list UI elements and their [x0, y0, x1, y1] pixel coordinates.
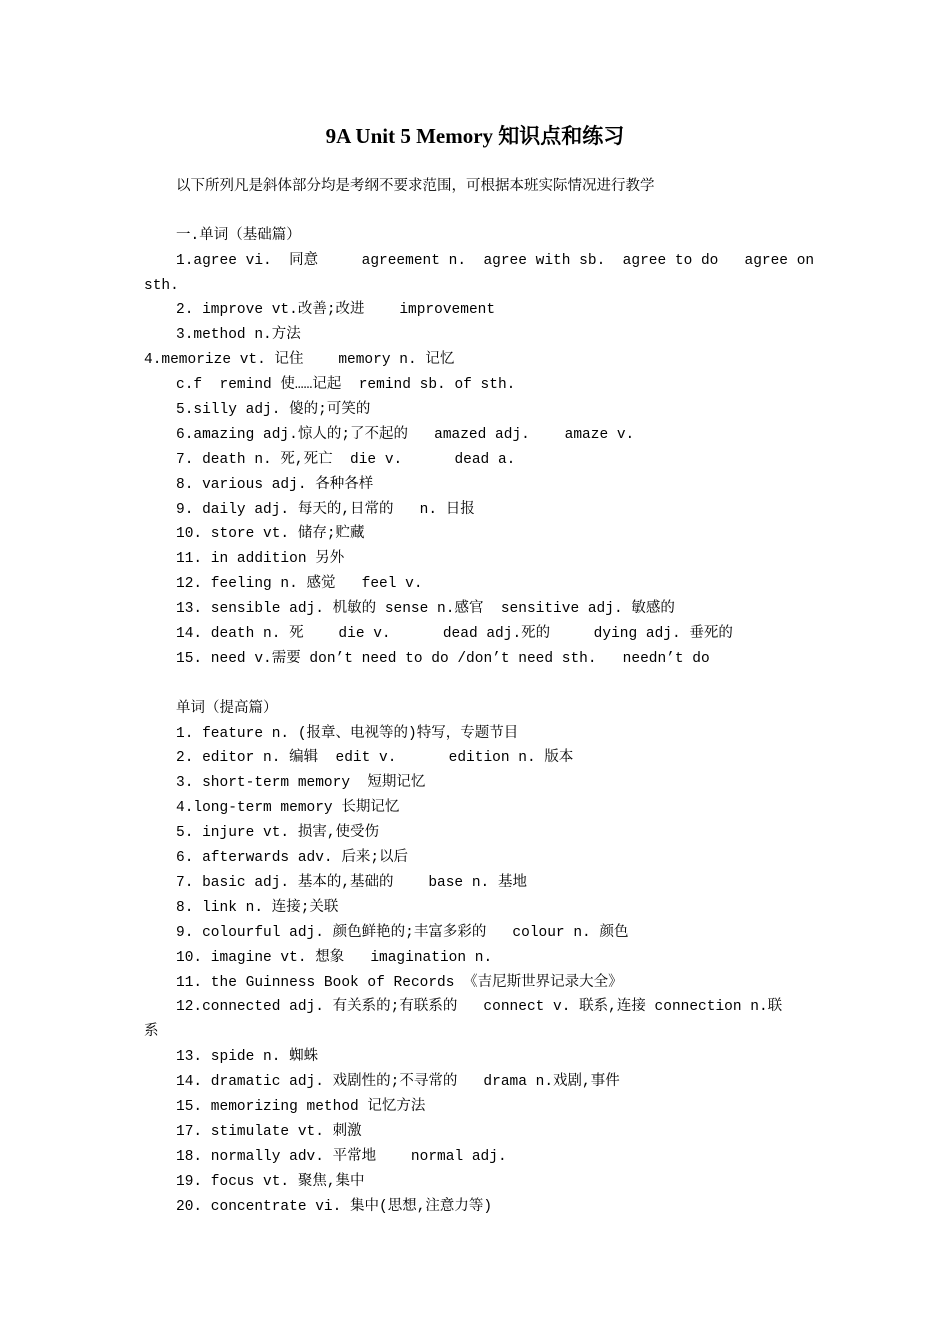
intro-note: 以下所列凡是斜体部分均是考纲不要求范围，可根据本班实际情况进行教学: [176, 178, 655, 194]
vocab-line: 8. various adj. 各种各样: [176, 476, 374, 493]
vocab-line: 4.memorize vt. 记住 memory n. 记忆: [144, 352, 455, 369]
section-heading-basic: 一.单词（基础篇）: [176, 227, 301, 244]
spacer: [144, 672, 814, 697]
vocab-line: 14. dramatic adj. 戏剧性的;不寻常的 drama n.戏剧,事件: [176, 1074, 620, 1091]
document-body: [144, 174, 814, 1219]
vocab-line: 2. editor n. 编辑 edit v. edition n. 版本: [176, 750, 574, 767]
vocab-line: 20. concentrate vi. 集中(思想,注意力等): [176, 1198, 493, 1215]
vocab-line-wrap: 系: [144, 1024, 159, 1041]
vocab-line: 1.agree vi. 同意 agreement n. agree with sb. agree to do agree on: [176, 252, 815, 269]
vocab-line: 9. colourful adj. 颜色鲜艳的;丰富多彩的 colour n. 颜色: [176, 924, 629, 941]
vocab-line: 18. normally adv. 平常地 normal adj.: [176, 1148, 507, 1165]
vocab-line: 12. feeling n. 感觉 feel v.: [176, 576, 423, 593]
vocab-line: 2. improve vt.改善;改进 improvement: [176, 302, 496, 319]
document-title: 9A Unit 5 Memory 知识点和练习: [325, 124, 625, 148]
vocab-line: 8. link n. 连接;关联: [176, 899, 339, 916]
vocab-line: 12.connected adj. 有关系的;有联系的 connect v. 联系,连接 connection n.联: [176, 999, 783, 1016]
vocab-line: 11. the Guinness Book of Records 《吉尼斯世界记录大全》: [176, 974, 623, 991]
vocab-line: 9. daily adj. 每天的,日常的 n. 日报: [176, 501, 475, 518]
vocab-line: 13. sensible adj. 机敏的 sense n.感官 sensitive adj. 敏感的: [176, 601, 675, 618]
vocab-line: 3.method n.方法: [176, 327, 301, 344]
vocab-line: 15. memorizing method 记忆方法: [176, 1098, 426, 1115]
vocab-line: 6.amazing adj.惊人的;了不起的 amazed adj. amaze v.: [176, 426, 635, 443]
vocab-line: c.f remind 使……记起 remind sb. of sth.: [176, 377, 516, 394]
vocab-line: 3. short-term memory 短期记忆: [176, 775, 426, 792]
vocab-line: 10. store vt. 储存;贮藏: [176, 526, 365, 543]
vocab-line: 15. need v.需要 don’t need to do /don’t need sth. needn’t do: [176, 650, 710, 667]
vocab-line: 10. imagine vt. 想象 imagination n.: [176, 949, 493, 966]
vocab-line: 17. stimulate vt. 刺激: [176, 1123, 362, 1140]
vocab-line: 7. death n. 死,死亡 die v. dead a.: [176, 451, 516, 468]
vocab-line: 7. basic adj. 基本的,基础的 base n. 基地: [176, 874, 527, 891]
vocab-line: 19. focus vt. 聚焦,集中: [176, 1173, 365, 1190]
vocab-line: 4.long-term memory 长期记忆: [176, 800, 400, 817]
vocab-line: 5. injure vt. 损害,使受伤: [176, 825, 380, 842]
vocab-line: 13. spide n. 蜘蛛: [176, 1049, 319, 1066]
vocab-line: 6. afterwards adv. 后来;以后: [176, 850, 409, 867]
vocab-line: 14. death n. 死 die v. dead adj.死的 dying adj. 垂死的: [176, 626, 733, 643]
vocab-line: 11. in addition 另外: [176, 551, 345, 568]
spacer: [144, 199, 814, 224]
vocab-line: 5.silly adj. 傻的;可笑的: [176, 402, 371, 419]
vocab-line-wrap: sth.: [144, 277, 179, 294]
vocab-line: 1. feature n. (报章、电视等的)特写，专题节目: [176, 725, 519, 742]
section-heading-advanced: 单词（提高篇）: [176, 700, 278, 717]
